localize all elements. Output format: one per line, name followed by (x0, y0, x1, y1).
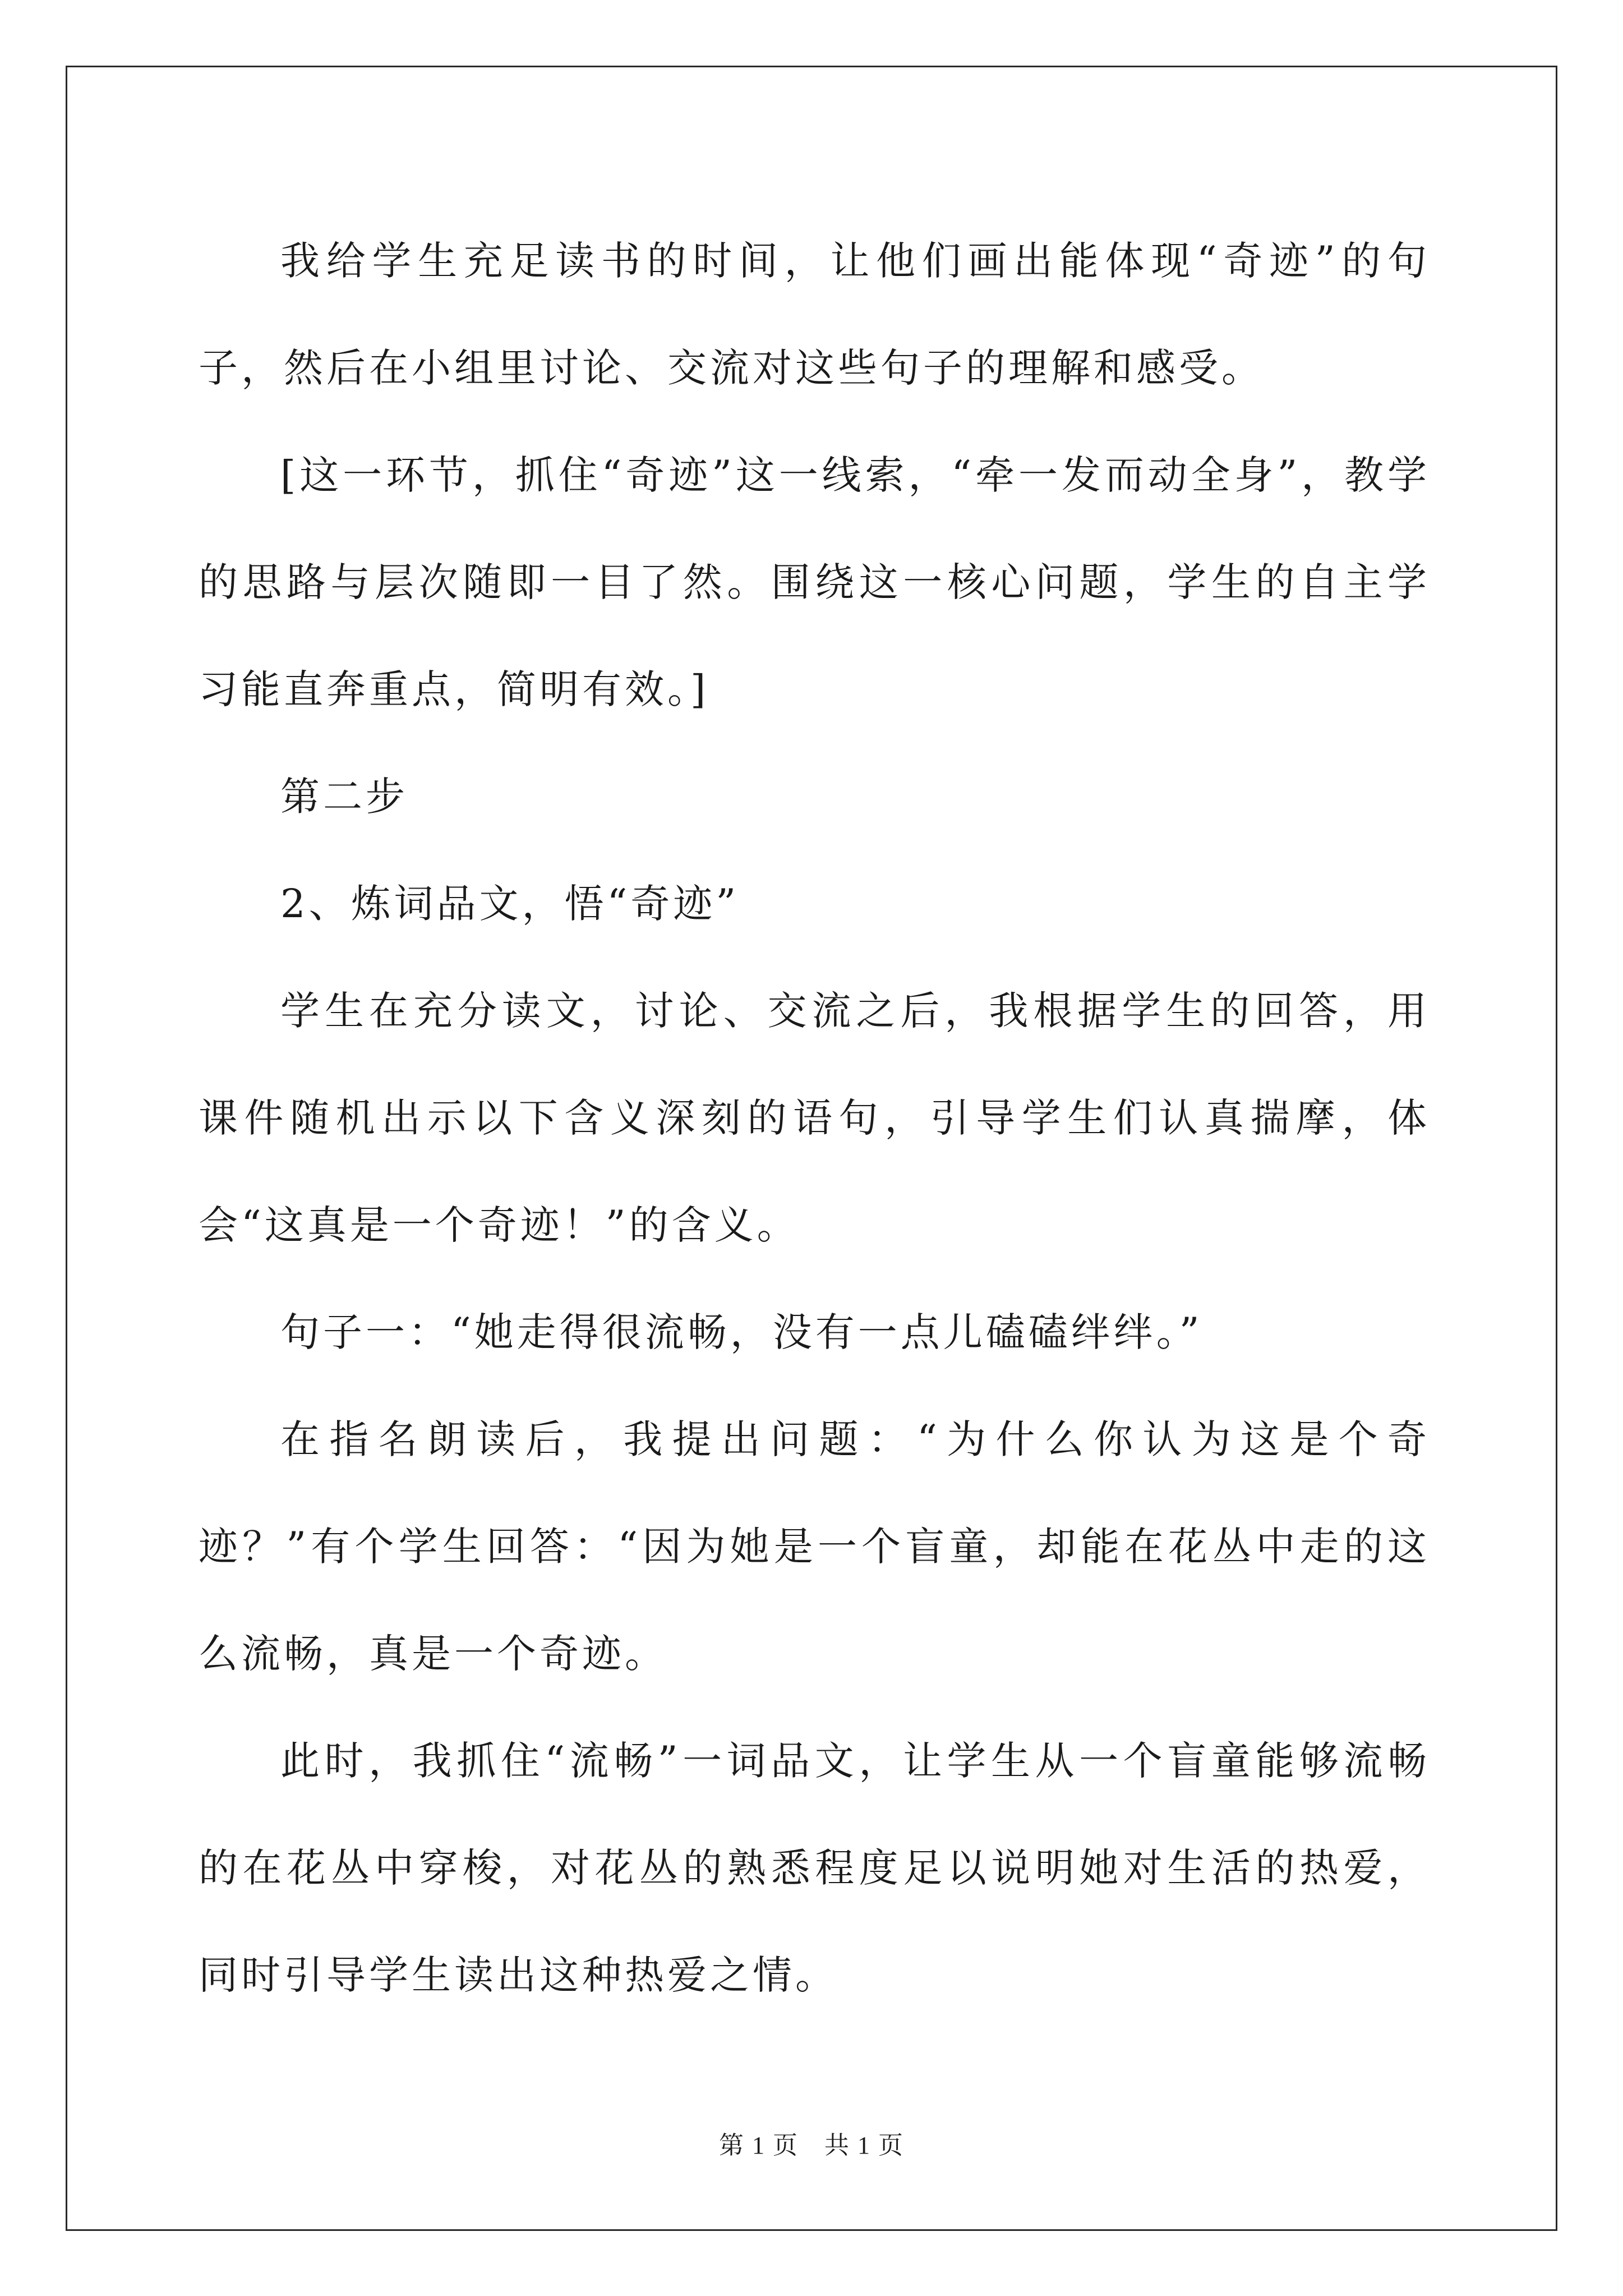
paragraph-1: 我给学生充足读书的时间，让他们画出能体现“奇迹”的句子，然后在小组里讨论、交流对这些句子的理解和感受。 (199, 238, 1430, 391)
document-body (199, 208, 1430, 2029)
paragraph-3: 第二步 (280, 774, 408, 820)
page-total: 共 1 页 (824, 2132, 904, 2159)
paragraph-2: [这一环节，抓住“奇迹”这一线索，“牵一发而动全身”，教学的思路与层次随即一目了然。围绕这一核心问题，学生的自主学习能直奔重点，简明有效。] (199, 452, 1430, 712)
paragraph-5: 学生在充分读文，讨论、交流之后，我根据学生的回答，用课件随机出示以下含义深刻的语句，引导学生们认真揣摩，体会“这真是一个奇迹！”的含义。 (199, 988, 1430, 1248)
page-number: 第 1 页 (719, 2132, 799, 2159)
paragraph-6: 句子一：“她走得很流畅，没有一点儿磕磕绊绊。” (280, 1309, 1203, 1355)
page-footer (0, 2125, 1623, 2161)
paragraph-4: 2、炼词品文，悟“奇迹” (280, 881, 740, 927)
paragraph-7: 在指名朗读后，我提出问题：“为什么你认为这是个奇迹？”有个学生回答：“因为她是一个盲童，却能在花丛中走的这么流畅，真是一个奇迹。 (199, 1416, 1430, 1677)
paragraph-8: 此时，我抓住“流畅”一词品文，让学生从一个盲童能够流畅的在花丛中穿梭，对花丛的熟悉程度足以说明她对生活的热爱，同时引导学生读出这种热爱之情。 (199, 1738, 1430, 1998)
